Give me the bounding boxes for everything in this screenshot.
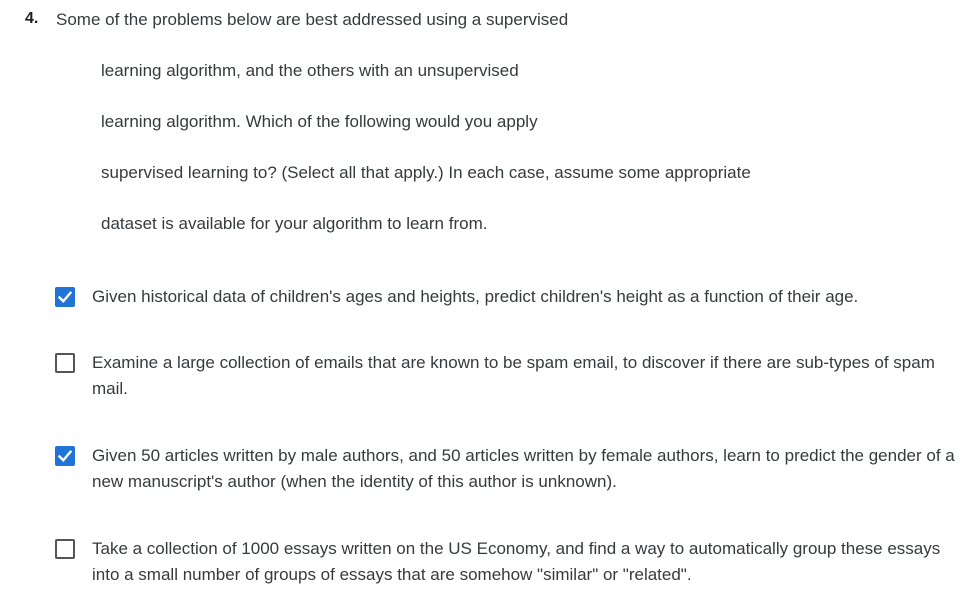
option-1[interactable]: [55, 286, 960, 310]
prompt-line-3: learning algorithm. Which of the following would you apply: [101, 112, 538, 131]
checkmark-icon: [57, 289, 73, 305]
prompt-line-1: Some of the problems below are best addressed using a supervised: [56, 10, 569, 29]
question-number: 4.: [25, 10, 39, 27]
prompt-line-4: supervised learning to? (Select all that apply.) In each case, assume some appropriate: [101, 163, 751, 182]
checkmark-icon: [57, 448, 73, 464]
option-1-label: Given historical data of children's ages and heights, predict children's height as a function of their age.: [92, 287, 859, 306]
option-4-checkbox[interactable]: [55, 539, 75, 559]
option-3-label: Given 50 articles written by male authors, and 50 articles written by female authors, learn to predict the gender of a new manuscript's author (when the identity of this author is unknown).: [92, 446, 955, 491]
option-4[interactable]: [55, 538, 960, 588]
option-2[interactable]: [55, 352, 960, 402]
prompt-line-5: dataset is available for your algorithm to learn from.: [101, 214, 488, 233]
option-3[interactable]: [55, 445, 960, 495]
option-3-checkbox[interactable]: [55, 446, 75, 466]
option-2-label: Examine a large collection of emails that are known to be spam email, to discover if there are sub-types of spam mail.: [92, 353, 935, 398]
option-4-label: Take a collection of 1000 essays written on the US Economy, and find a way to automatically group these essays into a small number of groups of essays that are somehow "similar" or "related".: [92, 539, 941, 584]
option-2-checkbox[interactable]: [55, 353, 75, 373]
option-1-checkbox[interactable]: [55, 287, 75, 307]
prompt-line-2: learning algorithm, and the others with an unsupervised: [101, 61, 519, 80]
